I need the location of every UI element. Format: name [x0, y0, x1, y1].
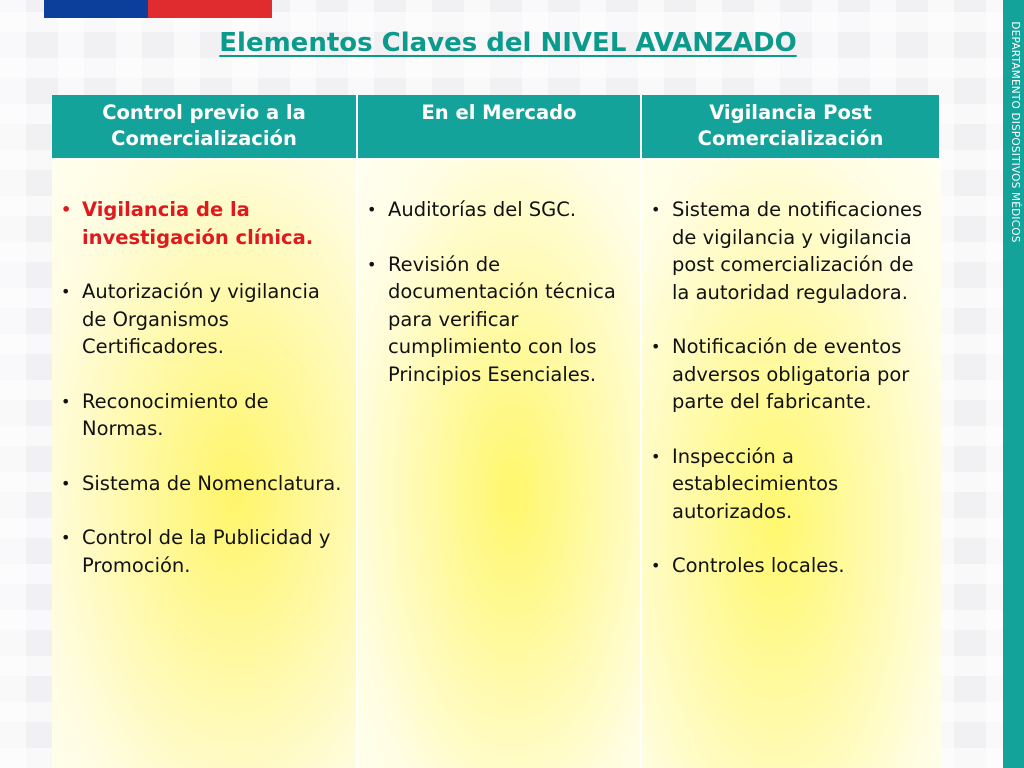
key-elements-table: [52, 95, 941, 768]
column-body-post-market: [642, 158, 941, 768]
list-item: • Sistema de Nomenclatura.: [58, 470, 348, 498]
pre-market-list: [58, 196, 348, 579]
slide-title: Elementos Claves del NIVEL AVANZADO: [219, 28, 797, 58]
department-label: DEPARTAMENTO DISPOSITIVOS MÉDICOS: [1009, 21, 1021, 243]
column-header-pre-market: Control previo a la Comercialización: [52, 95, 358, 158]
list-item: • Vigilancia de la investigación clínica.: [58, 196, 348, 251]
list-item: • Auditorías del SGC.: [364, 196, 632, 224]
list-item: • Sistema de notificaciones de vigilancia y vigilancia post comercialización de la autoridad reguladora.: [648, 196, 933, 306]
list-item: • Autorización y vigilancia de Organismos Certificadores.: [58, 278, 348, 361]
post-market-list: [648, 196, 933, 580]
column-header-post-market: Vigilancia Post Comercialización: [642, 95, 941, 158]
list-item: • Revisión de documentación técnica para verificar cumplimiento con los Principios Esenciales.: [364, 251, 632, 389]
list-item: • Controles locales.: [648, 552, 933, 580]
column-body-market: [358, 158, 642, 768]
column-body-pre-market: [52, 158, 358, 768]
flag-blue-stripe: [44, 0, 148, 18]
market-list: [364, 196, 632, 388]
column-header-market: En el Mercado: [358, 95, 642, 158]
list-item: • Notificación de eventos adversos obligatoria por parte del fabricante.: [648, 333, 933, 416]
list-item: • Control de la Publicidad y Promoción.: [58, 524, 348, 579]
flag-red-stripe: [148, 0, 272, 18]
list-item: • Reconocimiento de Normas.: [58, 388, 348, 443]
list-item: • Inspección a establecimientos autorizados.: [648, 443, 933, 526]
